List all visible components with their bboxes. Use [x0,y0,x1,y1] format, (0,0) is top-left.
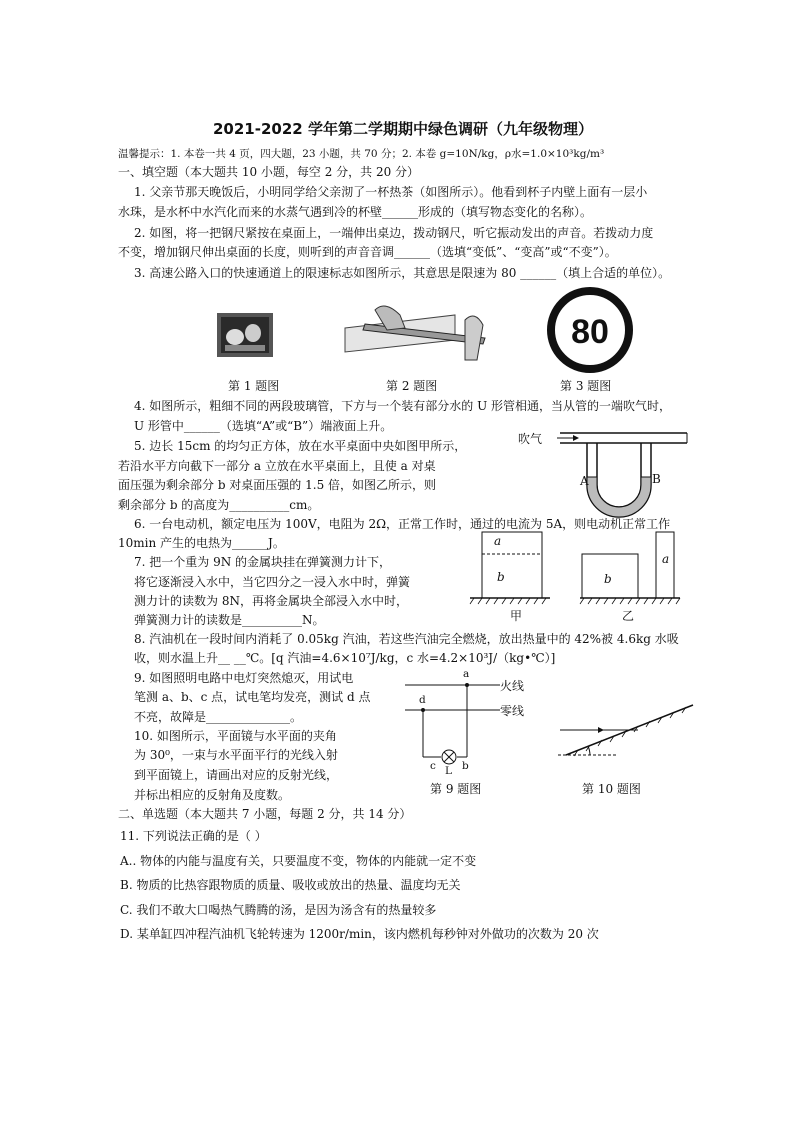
q10-line-2: 为 30⁰，一束与水平面平行的光线入射 [134,748,338,762]
q5-line-1: 5. 边长 15cm 的均匀正方体，放在水平桌面中央如图甲所示， [134,439,467,453]
section-2-heading: 二、单选题（本大题共 7 小题，每题 2 分，共 14 分） [118,807,412,821]
tip-line: 温馨提示：1. 本卷一共 4 页，四大题，23 小题，共 70 分；2. 本卷 g=10N/kg，ρ水=1.0×10³kg/m³ [118,148,605,160]
q9-line-3: 不亮，故障是______________。 [134,710,303,724]
q11-option-d: D. 某单缸四冲程汽油机飞轮转速为 1200r/min，该内燃机每秒钟对外做功的次数为 20 次 [120,927,599,941]
fig-3-caption: 第 3 题图 [560,379,612,393]
fig-1-caption: 第 1 题图 [228,379,280,393]
cube-label-a2: a [662,552,670,566]
steel-ruler-figure [345,290,490,370]
blow-label: 吹气 [518,432,543,446]
q2-line-2: 不变，增加钢尺伸出桌面的长度，则听到的声音音调______（选填“变低”、“变高”或“不变”）。 [118,245,617,259]
q8-line-2: 收，则水温上升__ __℃。[q 汽油=4.6×10⁷J/kg，c 水=4.2×10³J/（kg•℃）] [134,651,556,665]
zero-line-label: 零线 [500,704,525,718]
fig-jia-caption: 甲 [510,609,523,623]
q11-option-b: B. 物质的比热容跟物质的质量、吸收或放出的热量、温度均无关 [120,878,461,892]
mirror-figure [558,700,698,770]
section-1-heading: 一、填空题（本大题共 10 小题，每空 2 分，共 20 分） [118,165,420,179]
q4-line-2: U 形管中______（选填“A”或“B”）端液面上升。 [134,419,393,433]
u-tube-label-b: B [652,472,661,486]
q2-line-1: 2. 如图，将一把钢尺紧按在桌面上，一端伸出桌边，拨动钢尺，听它振动发出的声音。若拨动力度 [134,226,654,240]
circuit-label-b: b [462,760,469,772]
circuit-label-l: L [445,765,452,777]
q11-option-c: C. 我们不敢大口喝热气腾腾的汤，是因为汤含有的热量较多 [120,903,437,917]
q7-line-1: 7. 把一个重为 9N 的金属块挂在弹簧测力计下， [134,555,392,569]
q4-line-1: 4. 如图所示，粗细不同的两段玻璃管，下方与一个装有部分水的 U 形管相通，当从管的一端吹气时， [134,399,672,413]
q1-line-2: 水珠，是水杯中水汽化而来的水蒸气遇到冷的杯壁______形成的（填写物态变化的名称）。 [118,205,593,219]
q3-text: 3. 高速公路入口的快速通道上的限速标志如图所示，其意思是限速为 80 ______（填上合适的单位）。 [134,266,671,280]
circuit-label-a: a [463,668,470,680]
u-tube-label-a: A [580,474,589,488]
fire-line-label: 火线 [500,679,525,693]
q10-line-3: 到平面镜上，请画出对应的反射光线， [134,768,339,782]
page-title: 2021-2022 学年第二学期期中绿色调研（九年级物理） [213,120,593,138]
speed-limit-sign [548,288,632,372]
q5-line-3: 面压强为剩余部分 b 对桌面压强的 1.5 倍，如图乙所示，则 [118,478,437,492]
circuit-figure [405,675,505,775]
cube-label-b: b [497,570,505,584]
fig-9-caption: 第 9 题图 [430,782,482,796]
q9-line-1: 9. 如图照明电路中电灯突然熄灭，用试电 [134,671,354,685]
q8-line-1: 8. 汽油机在一段时间内消耗了 0.05kg 汽油，若这些汽油完全燃烧，放出热量中的 42%被 4.6kg 水吸 [134,632,679,646]
q11-option-a: A.. 物体的内能与温度有关，只要温度不变，物体的内能就一定不变 [120,854,477,868]
circuit-label-d: d [419,694,426,706]
q5-line-2: 若沿水平方向截下一部分 a 立放在水平桌面上，且使 a 对桌 [118,459,436,473]
q5-line-4: 剩余部分 b 的高度为__________cm。 [118,498,320,512]
q6-line-1: 6. 一台电动机，额定电压为 100V，电阻为 2Ω，正常工作时，通过的电流为 5A，则电动机正常工作 [134,517,671,531]
q7-line-3: 测力计的读数为 8N，再将金属块全部浸入水中时， [134,594,408,608]
q7-line-2: 将它逐渐浸入水中，当它四分之一浸入水中时，弹簧 [134,575,411,589]
fig-yi-caption: 乙 [622,609,635,623]
circuit-label-c: c [430,760,436,772]
q11-stem: 11. 下列说法正确的是（ ） [120,829,267,843]
cube-label-a: a [494,534,502,548]
q10-line-1: 10. 如图所示，平面镜与水平面的夹角 [134,729,337,743]
fig-2-caption: 第 2 题图 [386,379,438,393]
tea-cup-figure [215,305,275,360]
q10-line-4: 并标出相应的反射角及度数。 [134,788,291,802]
cube-figure [470,528,700,608]
speed-sign-value: 80 [571,313,609,351]
q7-line-4: 弹簧测力计的读数是__________N。 [134,613,325,627]
cube-label-b2: b [604,572,612,586]
q6-line-2: 10min 产生的电热为______J。 [118,536,285,550]
q9-line-2: 笔测 a、b、c 点，试电笔均发亮，测试 d 点 [134,690,371,704]
q1-line-1: 1. 父亲节那天晚饭后，小明同学给父亲沏了一杯热茶（如图所示）。他看到杯子内壁上面有一层小 [134,185,648,199]
fig-10-caption: 第 10 题图 [582,782,641,796]
